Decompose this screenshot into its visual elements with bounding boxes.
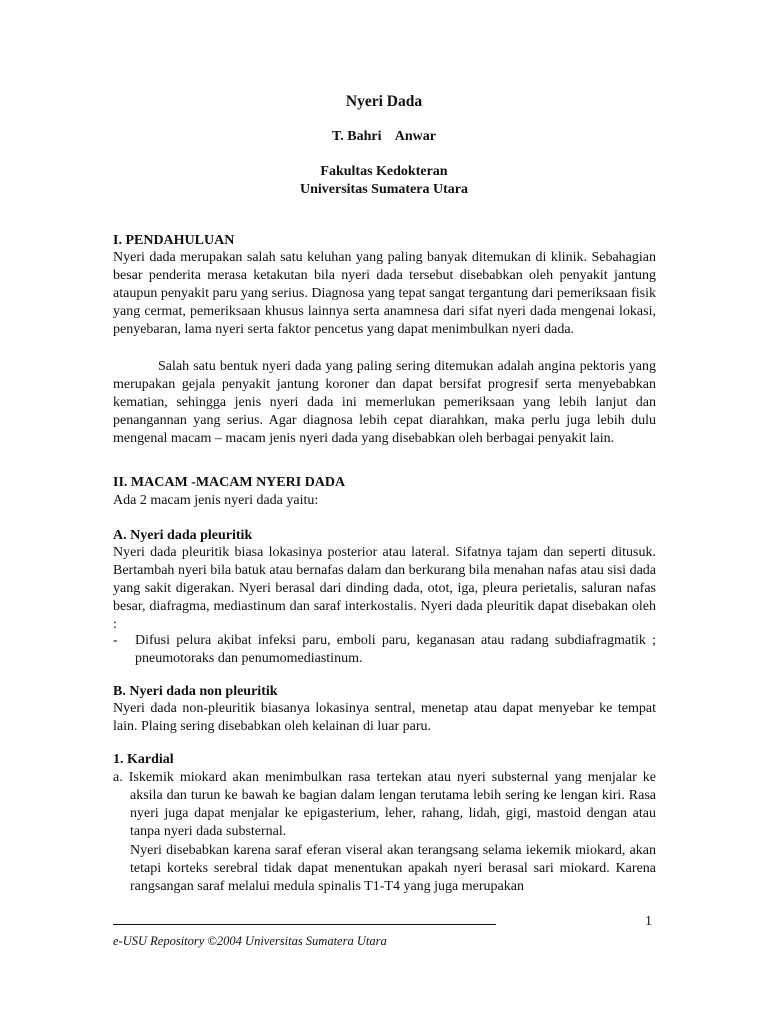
- section-heading-pendahuluan: I. PENDAHULUAN: [113, 233, 235, 248]
- subsection-heading-non-pleuritik: B. Nyeri dada non pleuritik: [113, 684, 278, 699]
- section-heading-macam: II. MACAM -MACAM NYERI DADA: [113, 475, 346, 490]
- list-item-pleuritik-cause: [113, 632, 656, 668]
- affiliation-faculty: Fakultas Kedokteran: [320, 164, 448, 179]
- footer-repository-notice: e-USU Repository ©2004 Universitas Sumatera Utara: [113, 934, 387, 948]
- page-number: 1: [645, 914, 652, 929]
- paragraph-intro-2: Salah satu bentuk nyeri dada yang paling sering ditemukan adalah angina pektoris yang merupakan gejala penyakit jantung koroner dan dapat bersifat progresif serta menyebabkan kematian, sehingga jenis nyeri dada ini memerlukan pemeriksaan yang lebih lanjut dan penangannan yang serius. Agar diagnosa lebih cepat diarahkan, maka perlu juga lebih dulu mengenal macam – macam jenis nyeri dada yang disebabkan oleh berbagai penyakit lain.: [113, 359, 656, 447]
- paragraph-pleuritik: Nyeri dada pleuritik biasa lokasinya posterior atau lateral. Sifatnya tajam dan seperti ditusuk. Bertambah nyeri bila batuk atau bernafas dalam dan berkurang bila menahan nafas atau sisi dada yang sakit digerakan. Nyeri berasal dari dinding dada, otot, iga, pleura perietalis, saluran nafas besar, diafragma, mediastinum dan saraf interkostalis. Nyeri dada pleuritik dapat disebakan oleh :: [113, 545, 656, 633]
- affiliation-university: Universitas Sumatera Utara: [300, 182, 468, 197]
- list-item-text: a. Iskemik miokard akan menimbulkan rasa tertekan atau nyeri substernal yang menjalar ke aksila dan turun ke bawah ke bagian dalam lengan terutama lebih sering ke lengan kiri. Rasa nyeri juga dapat menjalar ke epigasterium, leher, rahang, lidah, gigi, mastoid dengan atau tanpa nyeri dada substernal.: [113, 770, 656, 840]
- author-name: T. Bahri Anwar: [332, 129, 436, 144]
- list-item-text: Difusi pelura akibat infeksi paru, emboli paru, keganasan atau radang subdiafragmatik ; pneumotoraks dan penumomediastinum.: [135, 633, 656, 667]
- list-item-kardial-a: [113, 769, 656, 841]
- subsection-heading-kardial: 1. Kardial: [113, 752, 174, 767]
- document-title: Nyeri Dada: [345, 93, 423, 110]
- paragraph-non-pleuritik: Nyeri dada non-pleuritik biasanya lokasinya sentral, menetap atau dapat menyebar ke tempat lain. Plaing sering disebabkan oleh kelainan di luar paru.: [113, 701, 656, 735]
- footer-divider: [113, 924, 496, 925]
- paragraph-intro-1: Nyeri dada merupakan salah satu keluhan yang paling banyak ditemukan di klinik. Sebahagian besar penderita merasa ketakutan bila nyeri dada tersebut disebabkan oleh penyakit jantung ataupun penyakit paru yang serius. Diagnosa yang tepat sangat tergantung dari pemeriksaan fisik yang cermat, pemeriksaan khusus lainnya serta anamnesa dari sifat nyeri dada mengenai lokasi, penyebaran, lama nyeri serta faktor pencetus yang dapat menimbulkan nyeri dada.: [113, 250, 656, 338]
- list-marker: -: [113, 633, 118, 648]
- subsection-heading-pleuritik: A. Nyeri dada pleuritik: [113, 528, 253, 543]
- paragraph-kardial-continued: Nyeri disebabkan karena saraf eferan viseral akan terangsang selama iekemik miokard, akan tetapi korteks serebral tidak dapat menentukan apakah nyeri berasal sari miokard. Karena rangsangan saraf melalui medula spinalis T1-T4 yang juga merupakan: [130, 843, 656, 895]
- paragraph-macam: Ada 2 macam jenis nyeri dada yaitu:: [113, 493, 319, 508]
